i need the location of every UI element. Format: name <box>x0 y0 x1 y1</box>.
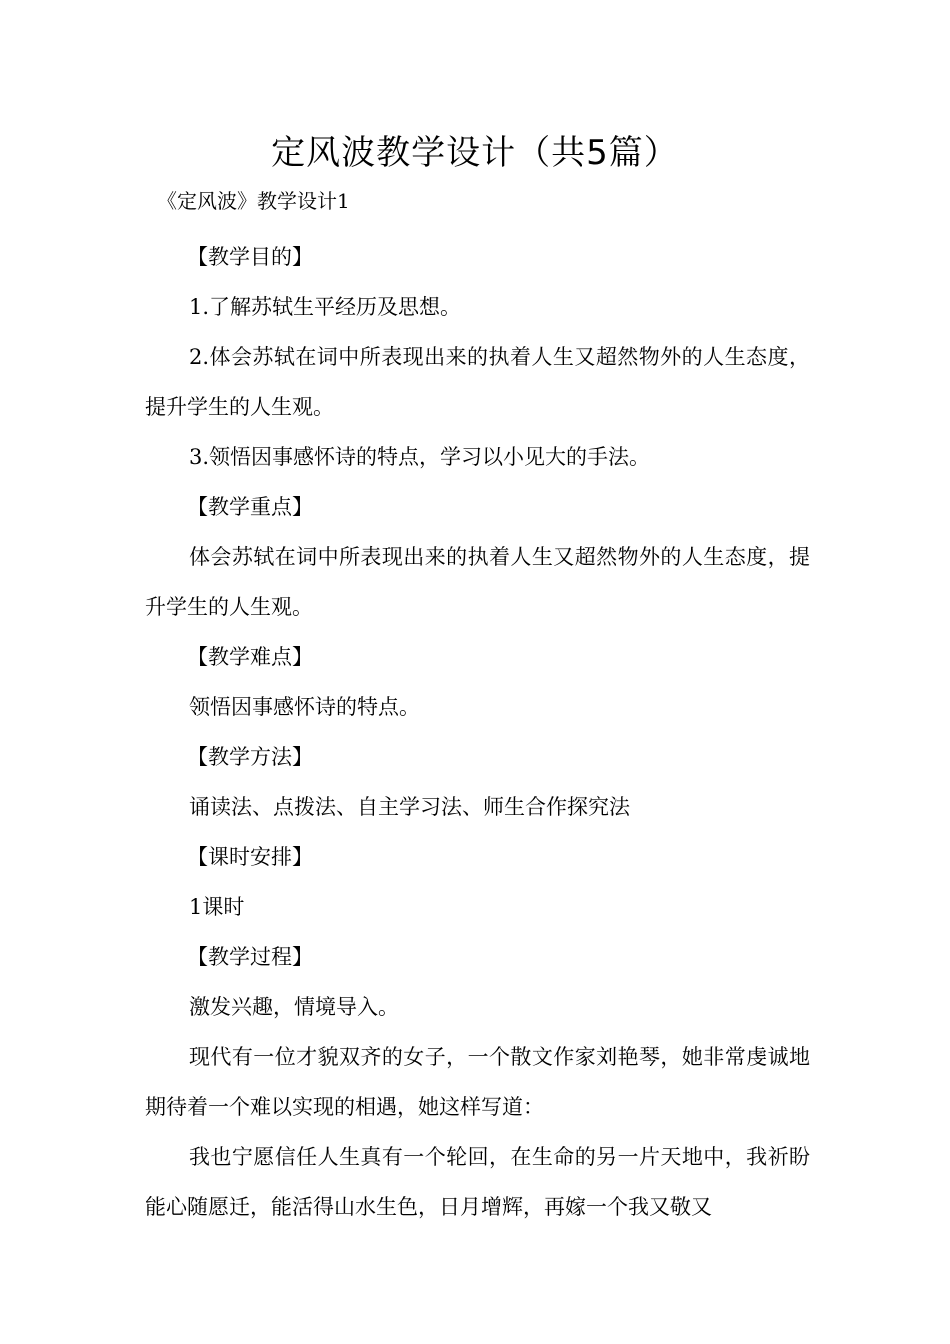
document-body <box>145 232 810 1232</box>
section-heading-key-points: 【教学重点】 <box>187 495 313 519</box>
section-heading-objectives: 【教学目的】 <box>187 245 313 269</box>
objective-1: 1.了解苏轼生平经历及思想。 <box>189 295 462 319</box>
objective-2: 2.体会苏轼在词中所表现出来的执着人生又超然物外的人生态度，提升学生的人生观。 <box>145 345 810 419</box>
document-title: 定风波教学设计（共5篇） <box>271 133 679 173</box>
objective-3: 3.领悟因事感怀诗的特点，学习以小见大的手法。 <box>189 445 651 469</box>
methods-text: 诵读法、点拨法、自主学习法、师生合作探究法 <box>189 795 630 819</box>
process-paragraph-2: 我也宁愿信任人生真有一个轮回，在生命的另一片天地中，我祈盼能心随愿迁，能活得山水生色，日月增辉，再嫁一个我又敬又 <box>145 1145 810 1219</box>
document-subtitle: 《定风波》教学设计1 <box>157 189 350 213</box>
section-heading-schedule: 【课时安排】 <box>187 845 313 869</box>
schedule-text: 1课时 <box>189 895 245 919</box>
difficulties-text: 领悟因事感怀诗的特点。 <box>189 695 420 719</box>
key-points-text: 体会苏轼在词中所表现出来的执着人生又超然物外的人生态度，提升学生的人生观。 <box>145 545 810 619</box>
section-heading-process: 【教学过程】 <box>187 945 313 969</box>
section-heading-methods: 【教学方法】 <box>187 745 313 769</box>
section-heading-difficulties: 【教学难点】 <box>187 645 313 669</box>
process-paragraph-1: 现代有一位才貌双齐的女子，一个散文作家刘艳琴，她非常虔诚地期待着一个难以实现的相遇，她这样写道： <box>145 1045 810 1119</box>
process-step-intro: 激发兴趣，情境导入。 <box>189 995 399 1019</box>
